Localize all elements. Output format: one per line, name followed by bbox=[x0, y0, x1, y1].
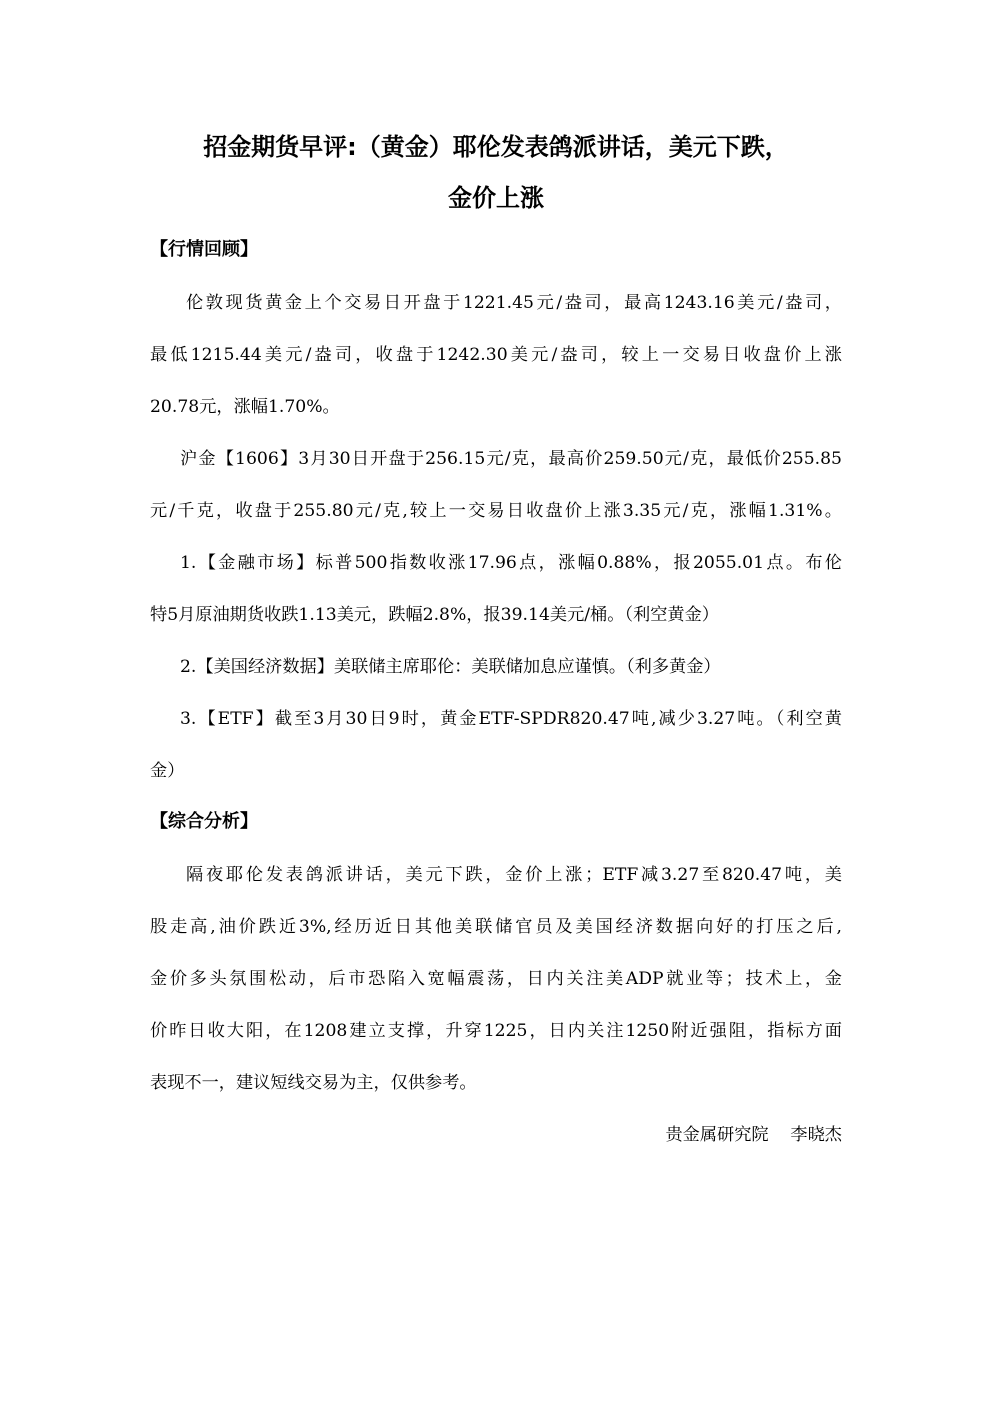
section-heading-analysis: 【综合分析】 bbox=[150, 811, 258, 832]
list-item-line: 1.【金融市场】标普500指数收涨17.96点，涨幅0.88%，报2055.01点。布伦 bbox=[180, 553, 842, 573]
paragraph-line: 最低1215.44美元/盎司，收盘于1242.30美元/盎司，较上一交易日收盘价上涨 bbox=[150, 345, 842, 365]
list-item-line: 金） bbox=[150, 761, 185, 781]
paragraph-line: 隔夜耶伦发表鸽派讲话，美元下跌，金价上涨；ETF减3.27至820.47吨，美 bbox=[186, 865, 842, 885]
paragraph-line: 沪金【1606】3月30日开盘于256.15元/克，最高价259.50元/克，最低价255.85 bbox=[180, 449, 842, 469]
paragraph-line: 表现不一，建议短线交易为主，仅供参考。 bbox=[150, 1073, 477, 1093]
paragraph-line: 价昨日收大阳，在1208建立支撑，升穿1225，日内关注1250附近强阻，指标方面 bbox=[150, 1021, 842, 1041]
paragraph-line: 元/千克，收盘于255.80元/克,较上一交易日收盘价上涨3.35元/克，涨幅1.31%。 bbox=[150, 501, 842, 521]
paragraph-line: 20.78元，涨幅1.70%。 bbox=[150, 397, 340, 417]
paragraph-line: 伦敦现货黄金上个交易日开盘于1221.45元/盎司，最高1243.16美元/盎司， bbox=[186, 293, 842, 313]
document-title-line-2: 金价上涨 bbox=[448, 184, 544, 212]
list-item-line: 3.【ETF】截至3月30日9时，黄金ETF-SPDR820.47吨,减少3.27吨。（利空黄 bbox=[180, 709, 842, 729]
author-signature: 贵金属研究院 李晓杰 bbox=[665, 1125, 842, 1145]
paragraph-line: 金价多头氛围松动，后市恐陷入宽幅震荡，日内关注美ADP就业等；技术上，金 bbox=[150, 969, 842, 989]
section-heading-market-review: 【行情回顾】 bbox=[150, 239, 258, 260]
list-item-line: 2.【美国经济数据】美联储主席耶伦：美联储加息应谨慎。（利多黄金） bbox=[180, 657, 721, 677]
paragraph-line: 股走高,油价跌近3%,经历近日其他美联储官员及美国经济数据向好的打压之后, bbox=[150, 917, 842, 937]
document-title-line-1: 招金期货早评:（黄金）耶伦发表鸽派讲话，美元下跌， bbox=[203, 133, 789, 161]
list-item-line: 特5月原油期货收跌1.13美元，跌幅2.8%，报39.14美元/桶。（利空黄金） bbox=[150, 605, 719, 625]
